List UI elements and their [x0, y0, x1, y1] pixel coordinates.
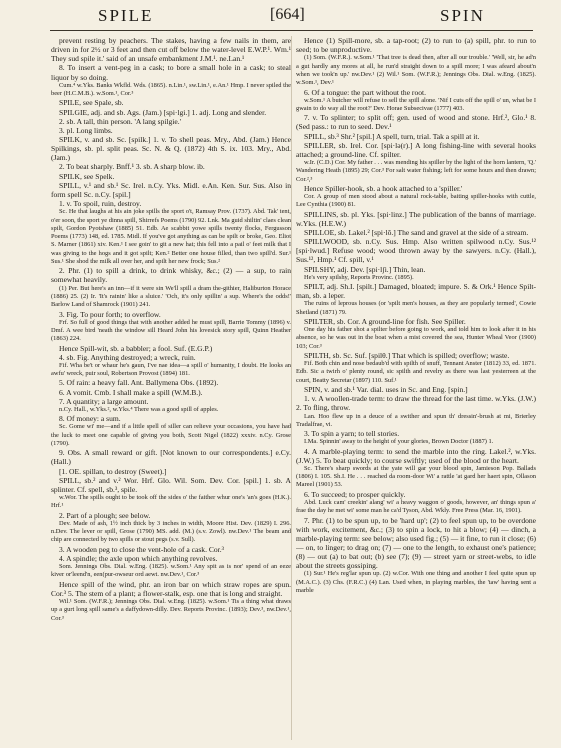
dictionary-entry-paragraph: SPILSHY, adj. Dev. [spi·lʃi.] Thin, lean. — [304, 264, 426, 274]
dictionary-entry-paragraph: 7. Phr. (1) to be spun up, to be 'hard up'; (2) to feel spun up, to be overdone with work, excitement, &c.; (3) to spin a lock, to hit a blow; (4) — dinch, a marble-playing term: see below; also used fig.; (5) — it fine, to run it close; (6) — on, to linger; to drag on; (7) — one to the length, to exhaust one's patience; (8) — out (a) to bat out; (b) see (7); (9) — street yarn or street-webs, to idle about the streets gossiping. — [296, 515, 536, 571]
dictionary-entry-paragraph: SPILL, sb.³ Shr.² [spil.] A spell, turn, trial. Tak a spill at it. — [304, 131, 480, 141]
dictionary-entry-paragraph: 7. A quantity; a large amount. — [59, 396, 149, 406]
dictionary-entry-paragraph: SPILGIE, adj. and sb. Ags. (Jam.) [spi·lgi.] 1. adj. Long and slender. — [59, 107, 267, 117]
dictionary-entry-paragraph: 4. A spindle; the axle upon which anything revolves. — [59, 553, 218, 563]
dictionary-entry-paragraph: Fif. Both chin and nose bedaub'd with spilth of snuff, Tennant Anster (1812) 33, ed. 1871. Edb. Sic a twirh o' plenty round, sic spilth and revelry as there was last yesterreen at the court, Beatty Secretar (1897) 110. Suf.¹ — [296, 360, 536, 384]
dictionary-entry-paragraph: Hence spill of the wind, phr. an iron bar on which straw ropes are spun. Cor.³ 5. The stem of a plant; a flower-stalk, esp. one that is long and straight. — [51, 579, 291, 598]
dictionary-entry-paragraph: 4. sb. Fig. Anything destroyed; a wreck, ruin. — [59, 352, 196, 362]
dictionary-entry-paragraph: Dev. Made of ash, 1½ inch thick by 3 inches in width, Moore Hist. Dev. (1829) I. 296. n.Dev. The lever or spill, Grose (1790) MS. add. (M.) (s.v. Zowl). nw.Dev.¹ The beam and chip are connected by two spills or stout pegs (s.v. Sull). — [51, 519, 291, 544]
dictionary-entry-paragraph: 6. To succeed; to prosper quickly. — [304, 489, 406, 499]
dictionary-entry-paragraph: n.Cy. Hall., w.Yks.², w.Yks.⁴ There was a good spill of apples. — [59, 405, 219, 413]
dictionary-entry-paragraph: 2. To beat sharply. Bnff.¹ 3. sb. A sharp blow. ib. — [59, 162, 205, 172]
dictionary-entry-paragraph: Frf. So full of good things that with another added he must spill, Barrie Tommy (1896) v. Dmf. A wee bird 'neath the window sill Heard John his lovesick story spill, Quinn Heather (1863) 224. — [51, 318, 291, 343]
dictionary-entry-paragraph: SPILTH, sb. Sc. Suf. [spilθ.] That which is spilled; overflow; waste. — [304, 351, 510, 361]
dictionary-entry-paragraph: w.Ir. (C.D.) Cor. My father . . . was mending his spiller by the light of the horn lantern, 'Q.' Wandering Heath (1895) 29; Cor.³ For salt water fishing; left for some hours and then drawn; Cor.²,³ — [296, 159, 536, 183]
dictionary-entry-paragraph: The ruins of leprous houses (or 'spilt men's houses, as they are popularly termed', Cowie Shetland (1871) 79. — [296, 300, 536, 316]
dictionary-entry-paragraph: 2. Phr. (1) to spill a drink, to drink whisky, &c.; (2) — a sup, to rain somewhat heavily. — [51, 266, 291, 285]
dictionary-entry-paragraph: Cum.⁴ w.Yks. Banks Wkfld. Wds. (1865). n.Lin.¹, sw.Lin.¹, e.An.¹ Hmp. I never spiled the beer (H.C.M.B.). w.Som.¹, Cor.³ — [51, 81, 291, 98]
dictionary-entry-paragraph: SPILK, see Spelk. — [59, 171, 115, 181]
dictionary-entry-paragraph: Abd. Luck cam' creekin' alang' wi' a heavy waggon o' goods, however, an' things spun a' frae the day he met wi' some man he ca'd Tyson, Abd. Wkly. Free Press (Mar. 16, 1901). — [296, 498, 536, 515]
dictionary-entry-paragraph: SPILT, adj. Sh.I. [spilt.] Damaged, bloated; impure. S. & Ork.¹ Hence Spilt-man, sb. a leper. — [296, 282, 536, 301]
dictionary-entry-paragraph: (1) Per. But here's an inn—if it were sin We'll spill a dram the-githier, Haliburton Horace (1886) 25. (2) Ir. 'It's rainin' like a sluice.' 'Och, it's only spillin' a sup. Where's the odds!' Barlow Land of Shamrock (1901) 241. — [51, 284, 291, 309]
dictionary-entry-paragraph: SPILL, v.¹ and sb.¹ Sc. Irel. n.Cy. Yks. Midl. e.An. Ken. Sur. Sus. Also in form spell Sc. n.Cy. [spil.] — [51, 180, 291, 199]
dictionary-entry-paragraph: Hence Spill-wit, sb. a babbler; a fool. Suf. (E.G.P.) — [59, 343, 213, 353]
right-column — [296, 36, 536, 742]
dictionary-entry-paragraph: 2. sb. A tall, thin person. 'A lang spilgie.' — [59, 116, 181, 126]
dictionary-entry-paragraph: Sc. Gome wi' me—and if a little spell of siller can relieve your occasions, you have had the luck to meet one capable of giving you both, Scott Nigel (1822) xxxiv. n.Cy. Grose (1790). — [51, 423, 291, 447]
dictionary-entry-paragraph: Lan. Hoo flew up in a deuce of a swither and spun th' dressin'-brush at mi, Brierley Tradalfrae, vi. — [296, 412, 536, 428]
dictionary-entry-paragraph: (1) Sur.¹ He's reg'lar spun up. (2) w.Cor. With one thing and another I feel quite spun up (M.A.C.). (3) Chs. (F.R.C.) (4) Lan. Used when, in playing marbles, the 'taw' having sent a marble — [296, 570, 536, 595]
dictionary-entry-paragraph: 3. pl. Long limbs. — [59, 125, 113, 135]
dictionary-entry-paragraph: SPILLWOOD, sb. n.Cy. Sus. Hmp. Also written spilwood n.Cy. Sus.¹² [spi·lwud.] Refuse wood; wood thrown away by the sawyers. n.Cy. (Hall.), Sus.¹², Hmp.¹ Cf. spill, v.¹ — [296, 237, 536, 265]
dictionary-entry-paragraph: SPILTER, sb. Cor. A ground-line for fish. See Spiller. — [304, 316, 466, 326]
dictionary-entry-paragraph: (1) Som. (W.F.R.). w.Som.¹ 'That tree is dead then, after all our trouble.' 'Well, sir, he ad'n a gut hardly any mores at all, he run'd straight down to a spill more; I was afeard about'n when we took'n up.' nw.Dev.¹ (2) Wil.¹ Som. (W.F.R.); Jennings Obs. Dial. w.Eng. (1825). w.Som.¹, Dev.¹ — [296, 54, 536, 87]
dictionary-entry-paragraph: SPILLOE, sb. Lakel.² [spi·lō.] The sand and gravel at the side of a stream. — [304, 227, 529, 237]
column-divider — [291, 36, 292, 740]
dictionary-entry-paragraph: Cor. A group of men stood about a natural rock-table, baiting spiller-hooks with cuttle, Lee Cynthia (1900) 81. — [296, 193, 536, 209]
dictionary-entry-paragraph: 5. Of rain: a heavy fall. Ant. Ballymena Obs. (1892). — [59, 378, 219, 388]
dictionary-entry-paragraph: 4. A marble-playing term: to send the marble into the ring. Lakel.², w.Yks. (J.W.) 5. To beat quickly; to course swiftly; used of the blood or the heart. — [296, 446, 536, 465]
dictionary-entry-paragraph: SPILLINS, sb. pl. Yks. [spi·linz.] The publication of the banns of marriage. w.Yks. (H.E.W.) — [296, 209, 536, 228]
dictionary-entry-paragraph: One day his father shot a spilter before going to work, and told him to look after it in his absence, so he was out in the boat when a mist covered the sea, Hunter Wheal Veor (1900) 103; Cor.³ — [296, 326, 536, 350]
dictionary-entry-paragraph: Sc. There's sharp swords at the yate will gar your blood spin, Jamieson Pop. Ballads (1806) I. 105. Sh.I. He . . . reached da room-door Wi' a rattle 'at gard her haert spin, Ollason Mareel (1901) 53. — [296, 464, 536, 489]
dictionary-entry-paragraph: 6. A vomit. Cmb. I shall make a spill (W.M.B.). — [59, 387, 203, 397]
dictionary-entry-paragraph: Sc. He that laughs at his ain joke spills the sport o't, Ramsay Prov. (1737). Abd. Tak' tent, o'er soon, the sport ye dinna spill, Shirrefs Poems (1790) 92. Lnk. Ma guid shiltin' claes clean spilt, Gordon Pyotshaw (1885) 51. Edb. Ae scabbit yowe spills twenty flocks, Fergusson Poems (1773) 148, ed. 1785. Midl. If you've got anything as can be spilt or broke, Geo. Eliot S. Marner (1861) xiv. Ken.¹ I see goin' to git a new hat; this fell into a pail o' feet milk that I was giving to the hogs and it got spilt; Ken.² Better one house filled, than two spill'd. Sur.¹ Sus.¹ She shod the milk all over her, and spilt her new frock; Sus.² — [51, 208, 291, 266]
header-right-word: SPIN — [440, 6, 485, 25]
dictionary-entry-paragraph: Som. Jennings Obs. Dial. w.Eng. (1825). w.Som.¹ Any spit as is nor' spend of an eeze kiver or'leend'n, een(pur-owseur ord aewt. nw.Dev.¹, Cor.³ — [51, 563, 291, 579]
dictionary-entry-paragraph: w.Som.¹ A butcher will refuse to sell the spill alone. 'Nif I cuts off the spill o' un, what be I gwain to do way all the root?' Dev. Horae Subsecivae (1777) 403. — [296, 96, 536, 112]
dictionary-entry-paragraph: 8. Of money: a sum. — [59, 414, 121, 424]
dictionary-entry-paragraph: prevent resting by peachers. The stakes, having a few nails in them, are driven in for 2½ or 3 feet and then cut off below the water-level E.W.P.¹. Wm.¹ They sud spile it.' said of an unsafe embankment J.M.¹. ne.Lan.¹ — [51, 36, 291, 64]
dictionary-entry-paragraph: 7. v. To splinter; to split off; gen. used of wood and stone. Hrf.², Glo.¹ 8. (Sed pass.: to run to seed. Dev.¹ — [296, 113, 536, 132]
dictionary-entry-paragraph: 6. Of a tongue: the part without the root. — [304, 87, 426, 97]
header-rule — [50, 30, 533, 31]
dictionary-entry-paragraph: w.Wor. The spills ought to be took off the sides o' the faither whur one's 'an's goes (H.K.). Hrf.¹ — [51, 494, 291, 510]
dictionary-entry-paragraph: 8. To insert a vent-peg in a cask; to bore a small hole in a cask; to steal liquor by so doing. — [51, 63, 291, 82]
left-column — [51, 36, 291, 742]
dictionary-entry-paragraph: Fif. Wha be't or whaur he's gaun, I've nae idea—a spill o' humanity, I doubt. He looks an awfu' wreck, puir soul, Robertson Provost (1894) 181. — [51, 361, 291, 378]
dictionary-entry-paragraph: SPILLER, sb. Irel. Cor. [spi·lə(r).] A long fishing-line with several hooks attached; a ground-line. Cf. spilter. — [296, 140, 536, 159]
dictionary-entry-paragraph: SPILL, sb.² and v.² Wor. Hrf. Glo. Wil. Som. Dev. Cor. [spil.] 1. sb. A splinter. Cf. spell, sb.³, spile. — [51, 475, 291, 494]
dictionary-entry-paragraph: [1. OE. spillan, to destroy (Sweet).] — [59, 466, 167, 476]
dictionary-entry-paragraph: Hence Spiller-hook, sb. a hook attached to a 'spiller.' — [304, 183, 463, 193]
dictionary-entry-paragraph: 3. Fig. To pour forth; to overflow. — [59, 309, 161, 319]
dictionary-entry-paragraph: SPIN, v. and sb.¹ Var. dial. uses in Sc. and Eng. [spin.] — [304, 385, 468, 395]
header-left-word: SPILE — [98, 6, 154, 25]
dictionary-entry-paragraph: 1. v. To spoil, ruin, destroy. — [59, 199, 142, 209]
dictionary-entry-paragraph: SPILK, v. and sb. Sc. [spilk.] 1. v. To shell peas. Mry., Abd. (Jam.) Hence Spilkings, sb. pl. split peas. Sc. N. & Q. (1872) 4th S. ix. 103. Mry., Abd. (Jam.) — [51, 135, 291, 163]
dictionary-entry-paragraph: 9. Obs. A small reward or gift. [Not known to our correspondents.] e.Cy. (Hall.) — [51, 448, 291, 467]
dictionary-entry-paragraph: I.Ma. Spinnin' away to the height of your glories, Brown Doctor (1887) 1. — [304, 438, 494, 446]
dictionary-entry-paragraph: Hence (1) Spill-more, sb. a tap-root; (2) to run to (a) spill, phr. to run to seed; to be unproductive. — [296, 36, 536, 55]
running-header — [0, 6, 561, 28]
dictionary-entry-paragraph: 1. v. A woollen-trade term: to draw the thread for the last time. w.Yks. (J.W.) 2. To fling, throw. — [296, 394, 536, 413]
dictionary-entry-paragraph: 2. Part of a plough; see below. — [59, 510, 151, 520]
dictionary-entry-paragraph: 3. A wooden peg to close the vent-hole of a cask. Cor.³ — [59, 544, 224, 554]
page-number: [664] — [270, 6, 305, 23]
dictionary-entry-paragraph: Wil.¹ Som. (W.F.R.); Jennings Obs. Dial. w.Eng. (1825). w.Som.¹ Tis a thing what draws up a gurt long spill same's a daffydown-dilly. Dev. Reports Provinc. (1893); Dev.³, nw.Dev.¹, Cor.³ — [51, 597, 291, 622]
dictionary-entry-paragraph: 3. To spin a yarn; to tell stories. — [304, 429, 400, 439]
dictionary-entry-paragraph: He's very spilshy, Reports Provinc. (1895). — [304, 273, 414, 281]
dictionary-entry-paragraph: SPILE, see Spale, sb. — [59, 98, 124, 108]
